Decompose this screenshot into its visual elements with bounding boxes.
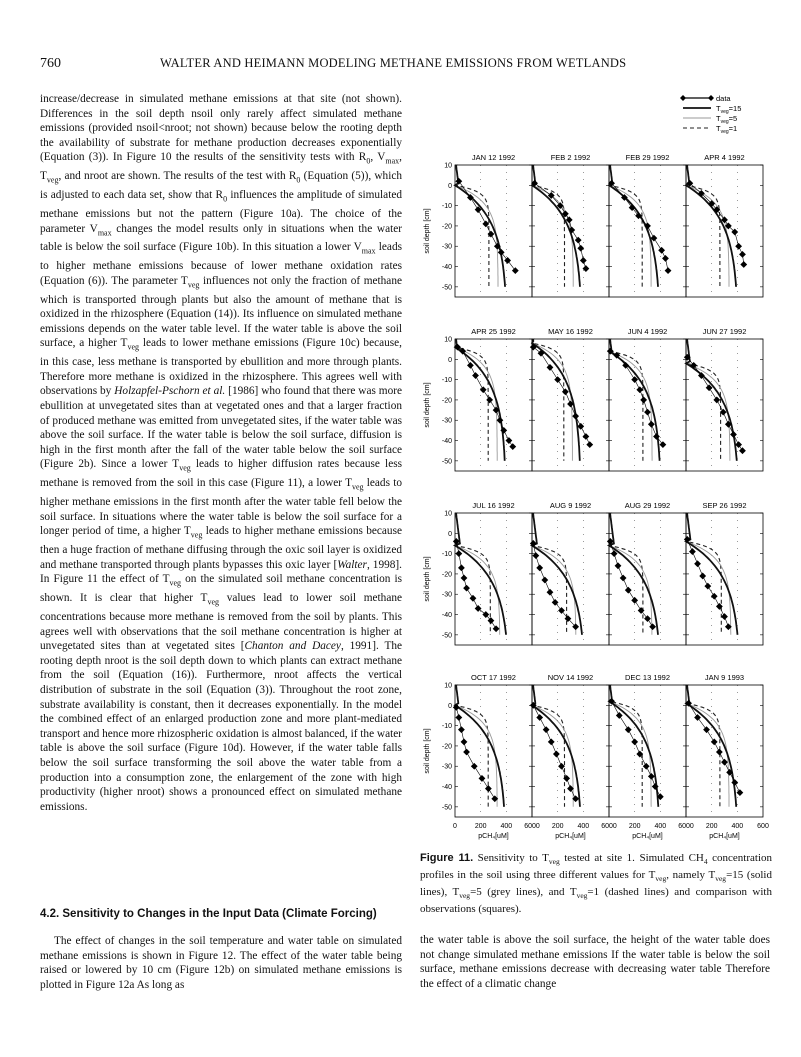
data-point xyxy=(649,623,656,630)
curve-tveg-1 xyxy=(609,339,643,461)
x-tick-label: 600 xyxy=(757,823,769,830)
y-axis-label: soil depth [cm] xyxy=(424,382,431,428)
y-tick-label: 10 xyxy=(444,682,452,690)
panel-title: JUN 27 1992 xyxy=(702,327,747,336)
x-tick-label: 200 xyxy=(551,823,564,830)
panel-title: MAY 16 1992 xyxy=(548,327,593,336)
y-tick-label: -50 xyxy=(441,804,452,812)
panel-frame xyxy=(686,165,763,297)
panel-7 xyxy=(684,327,763,471)
data-point xyxy=(665,267,672,274)
legend-marker xyxy=(680,95,686,101)
y-tick-label: 0 xyxy=(448,356,452,364)
panel-title: FEB 29 1992 xyxy=(625,153,670,162)
x-axis-label: pCH₄[uM] xyxy=(632,833,663,840)
page-header xyxy=(40,56,770,76)
curve-tveg-5 xyxy=(686,685,729,807)
legend-label-0: data xyxy=(716,94,731,103)
x-tick-label: 200 xyxy=(628,823,641,830)
legend-label-2: $T_{veg}=5$ xyxy=(716,114,738,125)
x-tick-label: 200 xyxy=(474,823,487,830)
y-tick-label: -40 xyxy=(441,438,452,446)
running-head: WALTER AND HEIMANN MODELING METHANE EMISSIONS FROM WETLANDS xyxy=(160,56,627,70)
y-tick-label: -50 xyxy=(441,284,452,292)
figure-caption: Figure 11. Sensitivity to $T_{veg}$ tested at site 1. Simulated $CH_4$ concentration profiles in the soil using three different values for $T_{veg}$, namely $T_{veg}=15$ (solid lines), $T_{veg}=5$ (grey lines), and $T_{veg}=1$ (dashed lines) and comparison with observations (squares). xyxy=(420,852,772,915)
y-tick-label: -20 xyxy=(441,571,452,579)
panel-title: SEP 26 1992 xyxy=(702,501,747,510)
y-tick-label: -20 xyxy=(441,223,452,231)
curve-tveg-1 xyxy=(455,339,488,461)
panel-title: APR 25 1992 xyxy=(471,327,516,336)
panel-title: JUN 4 1992 xyxy=(627,327,668,336)
x-tick-label: 200 xyxy=(705,823,718,830)
body-paragraph: increase/decrease in simulated methane emissions at that site (not shown). Differences in the soil depth nsoil only rarely affect simulated methane emissions (provided nsoil<nroot; not shown) because below the rooting depth the availability of substrate for methane production decreases exponentially (Equation (3)). In Figure 10 the results of the sensitivity tests with $R_0$, $V_{max}$, $T_{veg}$, and nroot are shown. The results of the test with $R_0$ (Equation (5)), which is adjusted to each data set, show that $R_0$ influences the amplitude of simulated methane emissions but not the pattern (Figure 10a). The choice of the parameter $V_{max}$ changes the model results only in situations when the water table is below the soil surface (Figure 10b). In this situation a lower $V_{max}$ leads to higher methane emissions because of lower methane oxidation rates (Equation (6)). The parameter $T_{veg}$ influences not only the fraction of methane which is transported through plants but also the amount of methane that is oxidized in the rhizosphere (Equation (14)). Its influence on simulated methane emissions depends on the water table level. If the water table is above the soil surface, a higher $T_{veg}$ leads to lower methane emissions (Figure 10c) because, in this case, less methane is transported by ebullition and more through plants. Therefore more methane is oxidized in the rhizosphere. This agrees well with observations by Holzapfel-Pschorn et al. [1986] who found that there was more ebullition at unvegetated sites than at vegetated ones and that a larger fraction of produced methane was emitted from unvegetated sites, if the water table was above the soil surface. If the water table is below the soil surface, diffusion is high in the first month after the fall of the water table below the soil surface (Figure 2b). Since a lower $T_{veg}$ leads to higher diffusion rates because less methane is removed from the soil in this case (Figure 11), a lower $T_{veg}$ leads to higher methane emissions in the first month after the water table fell below the soil surface. In situations where the water table is below the soil surface for a longer period of time, a higher $T_{veg}$ leads to higher methane emissions because then a huge fraction of methane diffusing through the oxic soil layer is oxidized and methane transported through plants bypasses this oxic layer [Walter, 1998]. In Figure 11 the effect of $T_{veg}$ on the simulated soil methane concentration is shown. It is clear that higher $T_{veg}$ values lead to lower soil methane concentrations because more methane is removed from the soil by plants. This agrees well with observations that the soil methane concentration is higher at unvegetated sites than at vegetated sites [Chanton and Dacey, 1991]. The rooting depth nroot is the soil depth down to which plants can extract methane from the soil (Equation (16)). Furthermore, nroot affects the vertical distribution of substrate in the soil (Equation (3)). Throughout the root zone, substrate availability is constant, then it decreases exponentially. In the model the combined effect of an enlarged production zone and more plant-mediated transport and hence more rhizospheric oxidation is almost balanced, if the water table is above the soil surface (Figure 10d). However, if the water table falls below the soil surface transforming the soil above the water table from a production into a consumption zone, the enlargement of the zone with high productivity (higher nroot) shows a pronounced effect on simulated methane emissions. xyxy=(40,93,403,813)
x-tick-label: 6000 xyxy=(601,823,617,830)
curve-tveg-15 xyxy=(686,513,738,635)
y-tick-label: -40 xyxy=(441,784,452,792)
data-connector xyxy=(535,183,586,268)
legend xyxy=(680,94,741,135)
panel-frame xyxy=(686,685,763,817)
y-tick-label: -30 xyxy=(441,591,452,599)
panel-title: AUG 29 1992 xyxy=(624,501,671,510)
curve-tveg-15 xyxy=(532,513,582,635)
section-heading: 4.2. Sensitivity to Changes in the Input Data (Climate Forcing) xyxy=(40,908,377,920)
panel-frame xyxy=(609,513,686,645)
panel-11 xyxy=(684,501,763,645)
panel-0 xyxy=(424,153,532,297)
x-axis-label: pCH₄[uM] xyxy=(478,833,509,840)
y-tick-label: -30 xyxy=(441,243,452,251)
curve-tveg-5 xyxy=(609,513,652,635)
y-tick-label: 0 xyxy=(448,702,452,710)
curve-tveg-5 xyxy=(686,339,730,461)
right-column-bottom xyxy=(420,933,770,991)
panel-frame xyxy=(609,685,686,817)
legend-label-1: $T_{veg}=15$ xyxy=(716,104,742,115)
y-tick-label: -50 xyxy=(441,458,452,466)
legend-marker xyxy=(708,95,714,101)
y-tick-label: 0 xyxy=(448,182,452,190)
curve-tveg-1 xyxy=(609,513,643,635)
y-tick-label: -40 xyxy=(441,264,452,272)
curve-tveg-1 xyxy=(532,339,564,461)
panel-9 xyxy=(530,501,609,645)
panel-title: JUL 16 1992 xyxy=(472,501,515,510)
panel-1 xyxy=(531,153,609,297)
panel-title: DEC 13 1992 xyxy=(624,673,671,682)
curve-tveg-15 xyxy=(609,513,658,635)
panel-title: JAN 12 1992 xyxy=(471,153,516,162)
figure-11 xyxy=(405,92,800,844)
panel-title: APR 4 1992 xyxy=(704,153,745,162)
x-tick-label: 400 xyxy=(654,823,667,830)
y-tick-label: 0 xyxy=(448,530,452,538)
x-tick-label: 400 xyxy=(500,823,513,830)
legend-label-3: $T_{veg}=1$ xyxy=(716,124,738,135)
curve-tveg-5 xyxy=(455,513,500,635)
curve-tveg-1 xyxy=(532,685,565,807)
panel-3 xyxy=(686,153,763,297)
panel-4 xyxy=(424,327,532,471)
panel-frame xyxy=(455,165,532,297)
panel-title: AUG 9 1992 xyxy=(549,501,592,510)
panel-2 xyxy=(608,153,686,297)
panel-6 xyxy=(607,327,686,471)
data-connector xyxy=(610,351,663,444)
section-paragraph-right: the water table is above the soil surface, the height of the water table does not change simulated methane emissions If the water table is below the soil surface, methane emissions decrease with decreasing water table Therefore the effect of a climatic change xyxy=(420,934,770,990)
panel-12 xyxy=(424,673,532,817)
profile-chart xyxy=(405,92,800,844)
data-connector xyxy=(612,183,668,270)
section-paragraph-left: The effect of changes in the soil temperature and water table on simulated methane emissions is shown in Figure 12. The effect of the water table being raised or lowered by 10 cm (Figure 12b) on simulated methane emissions is plotted in Figure 12a As long as xyxy=(40,935,402,991)
y-tick-label: 10 xyxy=(444,510,452,518)
y-tick-label: -10 xyxy=(441,551,452,559)
data-connector xyxy=(690,183,744,264)
y-axis-label: soil depth [cm] xyxy=(424,556,431,602)
x-tick-label: 400 xyxy=(731,823,744,830)
panel-frame xyxy=(686,513,763,645)
x-axis-label: pCH₄[uM] xyxy=(709,833,740,840)
y-tick-label: 10 xyxy=(444,336,452,344)
left-column xyxy=(40,92,402,814)
y-tick-label: -30 xyxy=(441,763,452,771)
curve-tveg-5 xyxy=(609,685,651,807)
panel-8 xyxy=(424,501,532,645)
curve-tveg-15 xyxy=(686,339,737,461)
section-4-2 xyxy=(40,908,402,992)
data-point xyxy=(512,267,519,274)
y-tick-label: -10 xyxy=(441,723,452,731)
y-tick-label: -40 xyxy=(441,612,452,620)
page-number: 760 xyxy=(40,56,61,71)
panel-title: OCT 17 1992 xyxy=(471,673,516,682)
x-tick-label: 6000 xyxy=(678,823,694,830)
x-tick-label: 6000 xyxy=(524,823,540,830)
data-point xyxy=(660,441,667,448)
y-tick-label: -20 xyxy=(441,743,452,751)
curve-tveg-5 xyxy=(532,339,572,461)
panel-title: JAN 9 1993 xyxy=(704,673,745,682)
panel-title: NOV 14 1992 xyxy=(547,673,594,682)
data-connector xyxy=(533,347,590,445)
panel-title: FEB 2 1992 xyxy=(550,153,591,162)
y-tick-label: -10 xyxy=(441,377,452,385)
y-axis-label: soil depth [cm] xyxy=(424,728,431,774)
y-tick-label: 10 xyxy=(444,162,452,170)
curve-tveg-1 xyxy=(455,685,488,807)
panel-10 xyxy=(607,501,686,645)
y-tick-label: -10 xyxy=(441,203,452,211)
curve-tveg-1 xyxy=(532,513,567,635)
panel-13 xyxy=(530,673,609,817)
panel-14 xyxy=(608,673,686,817)
panel-15 xyxy=(685,673,763,817)
y-tick-label: -50 xyxy=(441,632,452,640)
y-axis-label: soil depth [cm] xyxy=(424,208,431,254)
x-axis-label: pCH₄[uM] xyxy=(555,833,586,840)
y-tick-label: -20 xyxy=(441,397,452,405)
panel-5 xyxy=(530,327,609,471)
y-tick-label: -30 xyxy=(441,417,452,425)
x-tick-label: 0 xyxy=(453,823,457,830)
x-tick-label: 400 xyxy=(577,823,590,830)
